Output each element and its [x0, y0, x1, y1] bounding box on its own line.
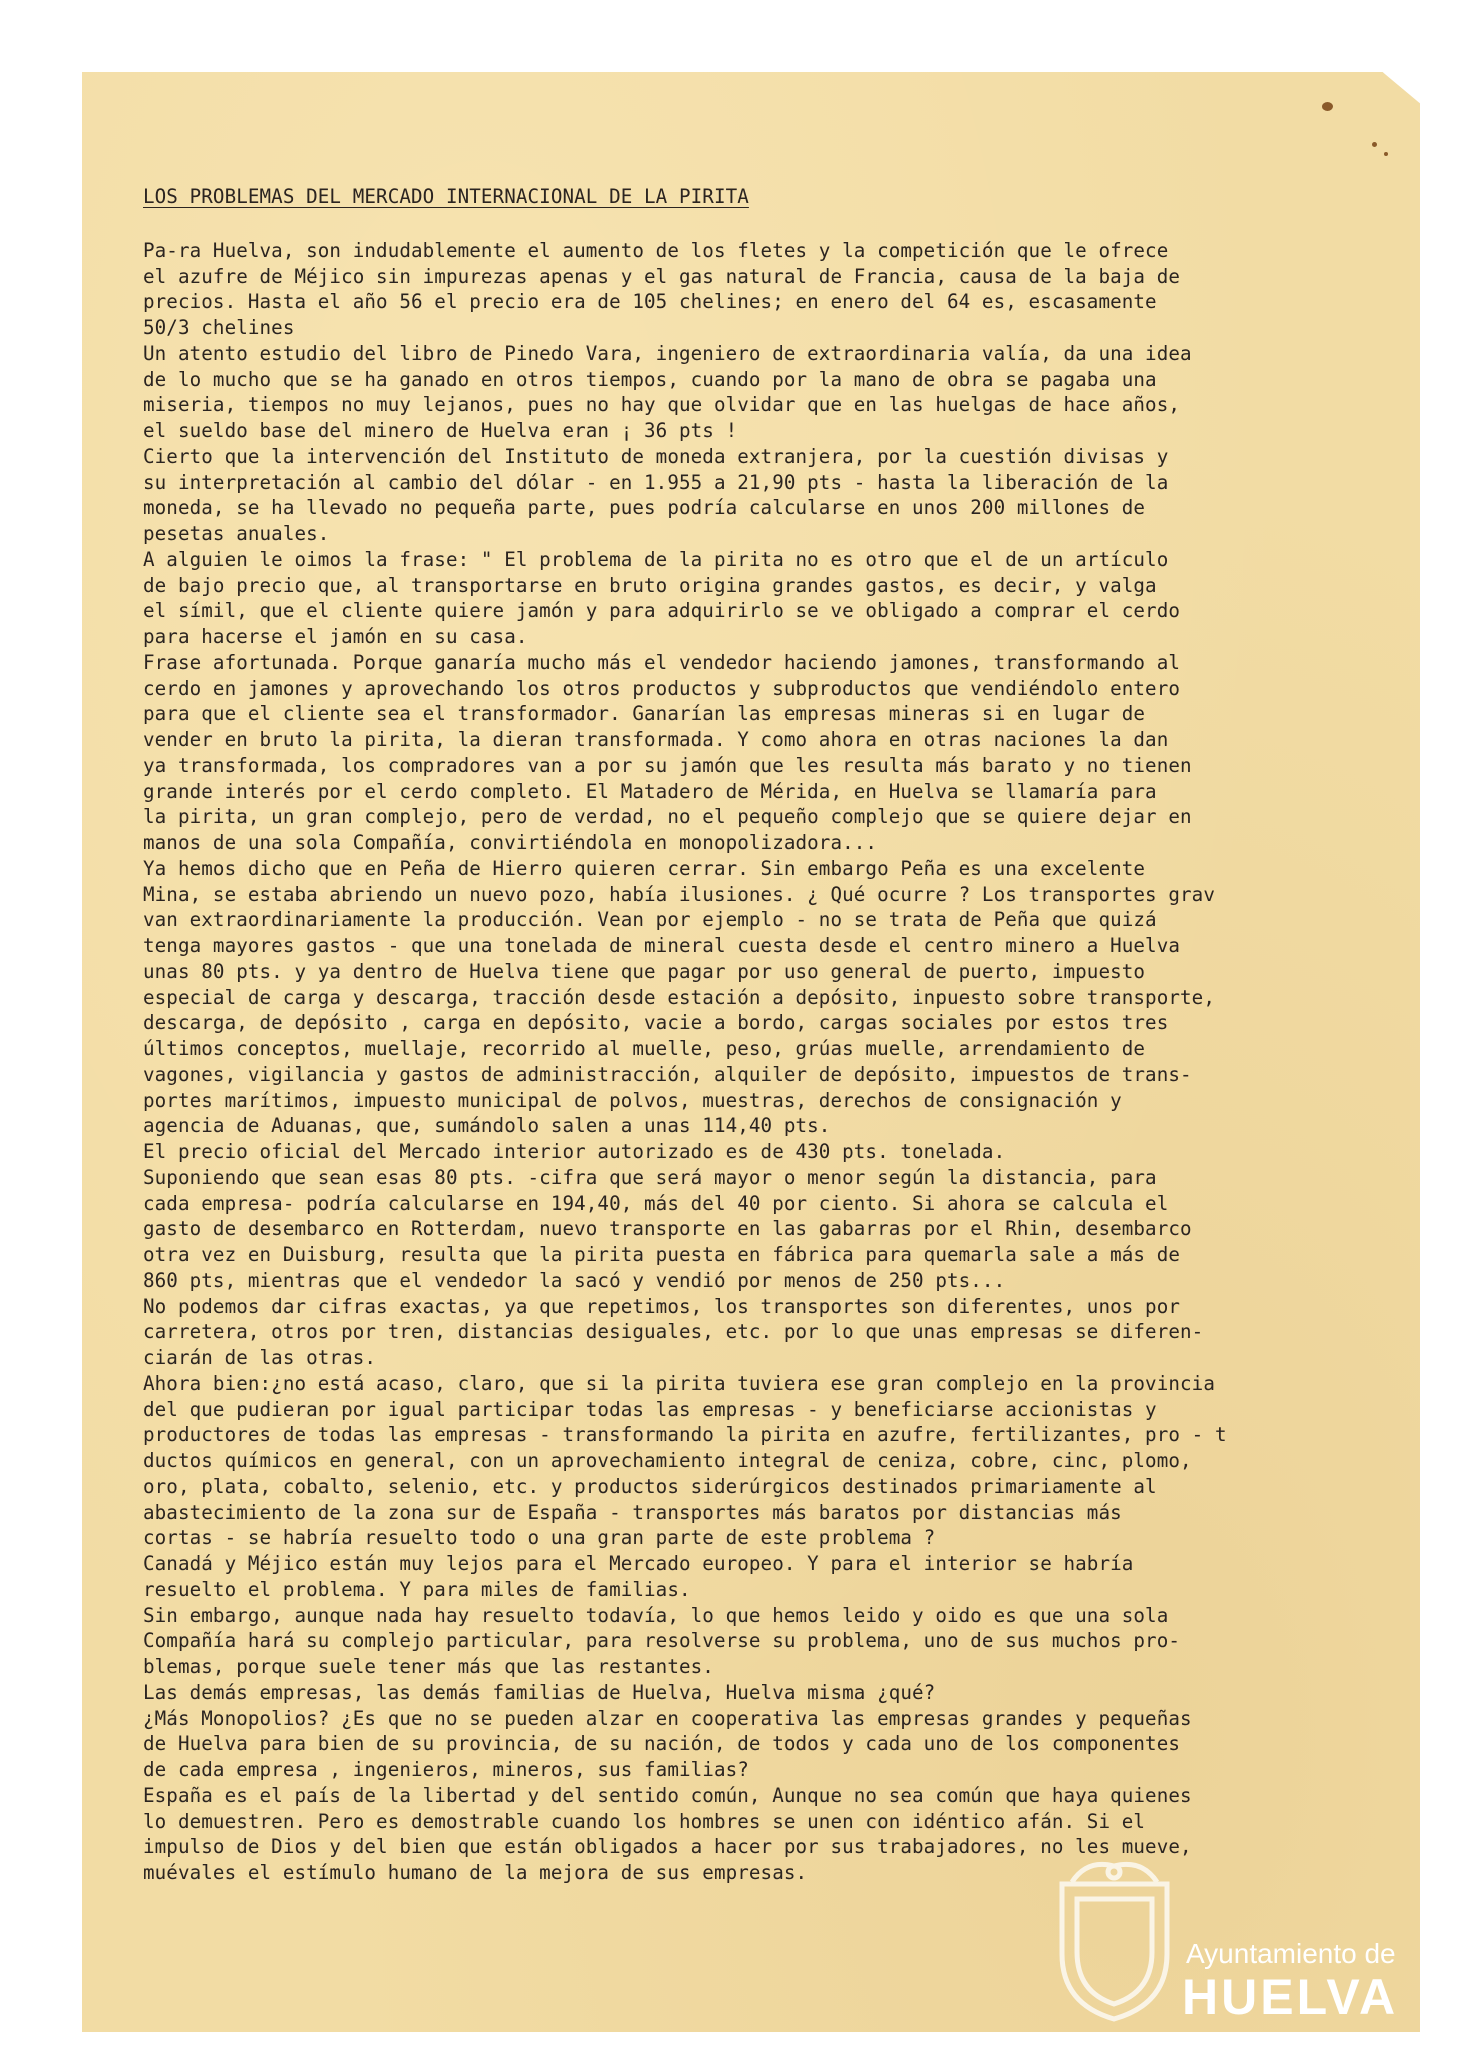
text-line: El precio oficial del Mercado interior autorizado es de 430 pts. tonelada. [143, 1140, 1006, 1163]
text-line: para hacerse el jamón en su casa. [143, 625, 528, 648]
text-line: otra vez en Duisburg, resulta que la pirita puesta en fábrica para quemarla sale a más de [143, 1243, 1181, 1266]
text-line: 860 pts, mientras que el vendedor la sacó y vendió por menos de 250 pts... [143, 1268, 1006, 1292]
text-line: la pirita, un gran complejo, pero de verdad, no el pequeño complejo que se quiere dejar en [143, 805, 1192, 829]
text-line: cerdo en jamones y aprovechando los otros productos y subproductos que vendiéndolo entero [143, 676, 1181, 700]
text-line: productores de todas las empresas - transformando la pirita en azufre, fertilizantes, pro - t [143, 1423, 1227, 1447]
document-body [143, 238, 1329, 1886]
text-line: Canadá y Méjico están muy lejos para el Mercado europeo. Y para el interior se habría [143, 1552, 1134, 1575]
text-line: pesetas anuales. [143, 522, 330, 545]
rust-stain [1322, 102, 1333, 111]
text-line: descarga, de depósito , carga en depósito, vacie a bordo, cargas sociales por estos tres [143, 1011, 1169, 1035]
text-line: ya transformada, los compradores van a por su jamón que les resulta más barato y no tienen [143, 753, 1192, 777]
text-line: impulso de Dios y del bien que están obligados a hacer por sus trabajadores, no les mueve, [143, 1835, 1192, 1859]
text-line: blemas, porque suele tener más que las restantes. [143, 1655, 714, 1678]
text-line: resuelto el problema. Y para miles de familias. [143, 1577, 691, 1601]
text-line: Un atento estudio del libro de Pinedo Vara, ingeniero de extraordinaria valía, da una idea [143, 341, 1192, 365]
text-line: especial de carga y descarga, tracción desde estación a depósito, inpuesto sobre transporte, [143, 985, 1215, 1009]
text-line: muévales el estímulo humano de la mejora de sus empresas. [143, 1861, 808, 1884]
text-line: precios. Hasta el año 56 el precio era de 105 chelines; en enero del 64 es, escasamente [143, 290, 1157, 314]
text-line: agencia de Aduanas, que, sumándolo salen a unas 114,40 pts. [143, 1114, 831, 1138]
text-line: Ahora bien:¿no está acaso, claro, que si la pirita tuviera ese gran complejo en la provincia [143, 1371, 1215, 1395]
text-line: el sueldo base del minero de Huelva eran ¡ 36 pts ! [143, 419, 738, 442]
text-line: van extraordinariamente la producción. Vean por ejemplo - no se trata de Peña que quizá [143, 908, 1157, 932]
text-line: tenga mayores gastos - que una tonelada de mineral cuesta desde el centro minero a Huelva [143, 934, 1181, 957]
text-line: últimos conceptos, muellaje, recorrido al muelle, peso, grúas muelle, arrendamiento de [143, 1037, 1146, 1060]
text-line: ¿Más Monopolios? ¿Es que no se pueden alzar en cooperativa las empresas grandes y pequeñas [143, 1706, 1192, 1730]
text-line: ductos químicos en general, con un aprovechamiento integral de ceniza, cobre, cinc, plomo, [143, 1449, 1192, 1472]
text-line: No podemos dar cifras exactas, ya que repetimos, los transportes son diferentes, unos por [143, 1294, 1181, 1318]
text-line: portes marítimos, impuesto municipal de polvos, muestras, derechos de consignación y [143, 1088, 1122, 1112]
text-line: España es el país de la libertad y del sentido común, Aunque no sea común que haya quienes [143, 1783, 1192, 1807]
text-line: abastecimiento de la zona sur de España - transportes más baratos por distancias más [143, 1500, 1122, 1524]
text-line: Pa-ra Huelva, son indudablemente el aumento de los fletes y la competición que le ofrece [143, 238, 1169, 262]
text-line: su interpretación al cambio del dólar - en 1.955 a 21,90 pts - hasta la liberación de la [143, 470, 1169, 494]
text-line: miseria, tiempos no muy lejanos, pues no hay que olvidar que en las huelgas de hace años, [143, 393, 1181, 417]
text-line: vagones, vigilancia y gastos de administracción, alquiler de depósito, impuestos de trans- [143, 1062, 1192, 1086]
text-line: el símil, que el cliente quiere jamón y para adquirirlo se ve obligado a comprar el cerdo [143, 599, 1181, 623]
text-line: manos de una sola Compañía, convirtiéndola en monopolizadora... [143, 831, 878, 854]
text-line: de bajo precio que, al transportarse en bruto origina grandes gastos, es decir, y valga [143, 573, 1157, 597]
text-line: Frase afortunada. Porque ganaría mucho más el vendedor haciendo jamones, transformando al [143, 650, 1181, 674]
text-line: para que el cliente sea el transformador. Ganarían las empresas mineras si en lugar de [143, 702, 1146, 726]
rust-stain-small [1372, 142, 1377, 147]
text-line: moneda, se ha llevado no pequeña parte, pues podría calcularse en unos 200 millones de [143, 496, 1146, 520]
text-line: de Huelva para bien de su provincia, de su nación, de todos y cada uno de los componentes [143, 1732, 1181, 1756]
text-line: oro, plata, cobalto, selenio, etc. y productos siderúrgicos destinados primariamente al [143, 1474, 1157, 1498]
coat-of-arms-icon [1052, 1854, 1177, 2024]
text-line: del que pudieran por igual participar todas las empresas - y beneficiarse accionistas y [143, 1397, 1157, 1421]
text-line: ciarán de las otras. [143, 1346, 377, 1369]
text-line: gasto de desembarco en Rotterdam, nuevo transporte en las gabarras por el Rhin, desembarco [143, 1217, 1192, 1241]
text-line: carretera, otros por tren, distancias desiguales, etc. por lo que unas empresas se diferen- [143, 1320, 1204, 1344]
text-line: grande interés por el cerdo completo. El Matadero de Mérida, en Huelva se llamaría para [143, 779, 1157, 803]
watermark-line-1: Ayuntamiento de [1186, 1938, 1396, 1969]
text-line: Compañía hará su complejo particular, para resolverse su problema, uno de sus muchos pro- [143, 1629, 1181, 1653]
text-line: de cada empresa , ingenieros, mineros, sus familias? [143, 1758, 749, 1781]
text-line: A alguien le oimos la frase: " El problema de la pirita no es otro que el de un artículo [143, 547, 1169, 571]
typed-document [143, 184, 1329, 1886]
text-line: el azufre de Méjico sin impurezas apenas y el gas natural de Francia, causa de la baja de [143, 264, 1181, 288]
text-line: lo demuestren. Pero es demostrable cuando los hombres se unen con idéntico afán. Si el [143, 1809, 1146, 1833]
text-line: Sin embargo, aunque nada hay resuelto todavía, lo que hemos leido y oido es que una sola [143, 1603, 1169, 1627]
text-line: unas 80 pts. y ya dentro de Huelva tiene que pagar por uso general de puerto, impuesto [143, 959, 1146, 983]
text-line: de lo mucho que se ha ganado en otros tiempos, cuando por la mano de obra se pagaba una [143, 367, 1157, 391]
rust-stain-small [1384, 152, 1388, 156]
text-line: cortas - se habría resuelto todo o una gran parte de este problema ? [143, 1526, 936, 1550]
text-line: Ya hemos dicho que en Peña de Hierro quieren cerrar. Sin embargo Peña es una excelente [143, 856, 1146, 880]
text-line: cada empresa- podría calcularse en 194,40, más del 40 por ciento. Si ahora se calcula el [143, 1191, 1169, 1215]
watermark-line-2: HUELVA [1182, 1969, 1399, 2025]
text-line: Las demás empresas, las demás familias de Huelva, Huelva misma ¿qué? [143, 1680, 936, 1704]
text-line: vender en bruto la pirita, la dieran transformada. Y como ahora en otras naciones la dan [143, 728, 1169, 751]
text-line: Cierto que la intervención del Instituto de moneda extranjera, por la cuestión divisas y [143, 444, 1169, 468]
document-title: LOS PROBLEMAS DEL MERCADO INTERNACIONAL DE LA PIRITA [143, 185, 749, 208]
text-line: Suponiendo que sean esas 80 pts. -cifra que será mayor o menor según la distancia, para [143, 1165, 1157, 1189]
text-line: Mina, se estaba abriendo un nuevo pozo, había ilusiones. ¿ Qué ocurre ? Los transportes grav [143, 882, 1215, 906]
text-line: 50/3 chelines [143, 316, 295, 339]
